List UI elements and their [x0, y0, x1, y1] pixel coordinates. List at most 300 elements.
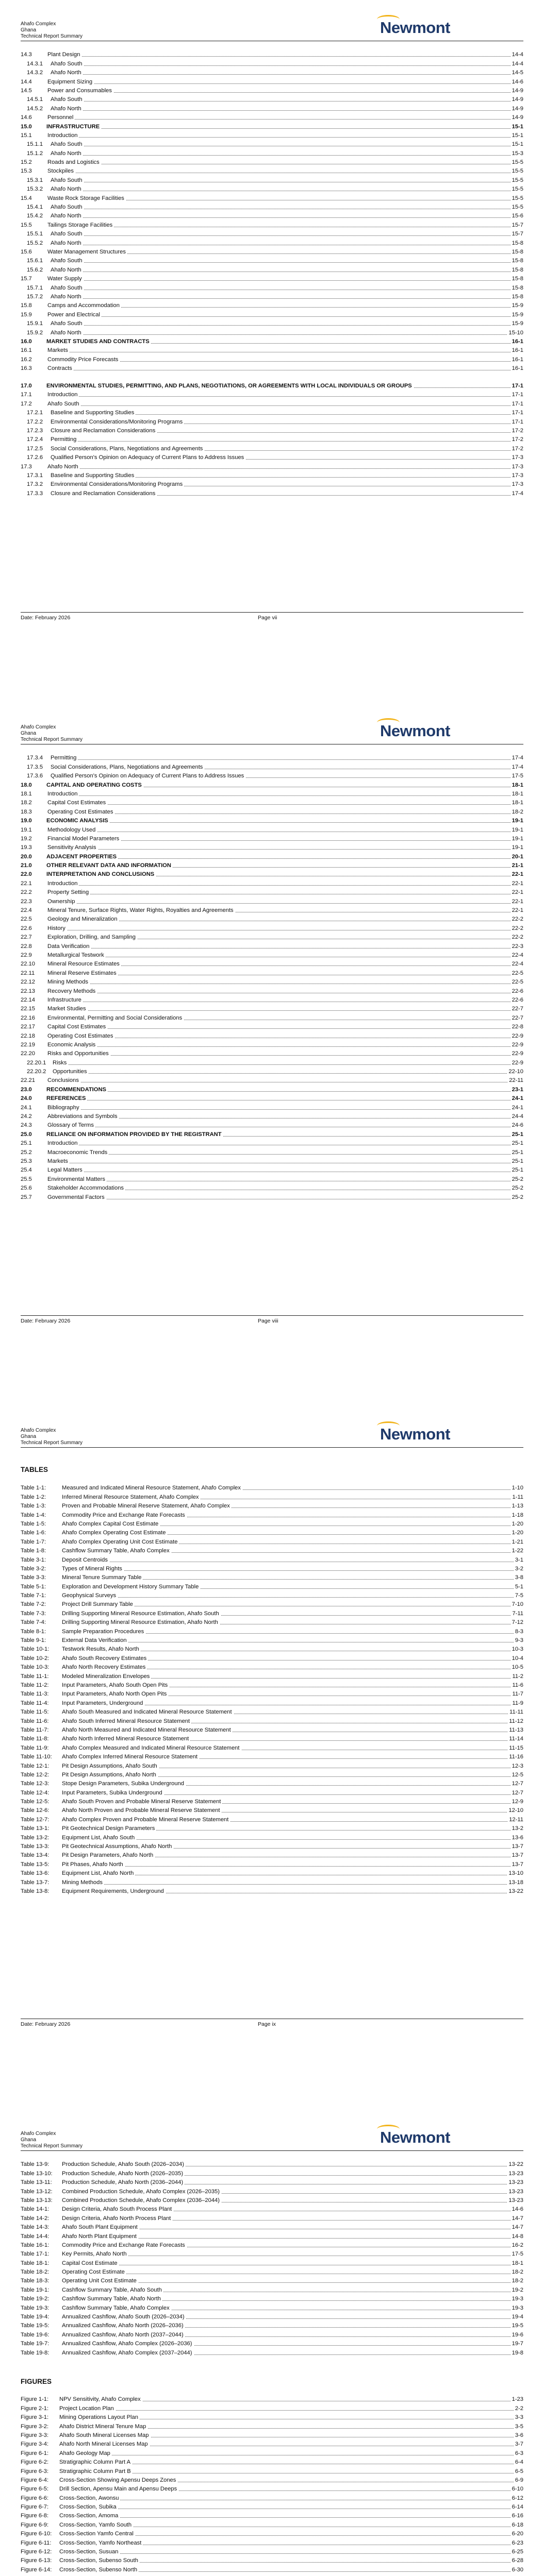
- toc-entry[interactable]: [21, 1519, 523, 1528]
- toc-entry[interactable]: [21, 426, 523, 434]
- toc-entry[interactable]: [21, 2159, 523, 2168]
- toc-entry[interactable]: [21, 2258, 523, 2266]
- toc-entry[interactable]: [21, 2537, 523, 2546]
- toc-entry[interactable]: [21, 488, 523, 497]
- entry-page: 15-5: [512, 177, 523, 183]
- toc-entry[interactable]: [21, 229, 523, 238]
- entry-title: [47, 961, 510, 968]
- entry-page: 12-9: [512, 1799, 523, 1805]
- entry-page: 10-3: [512, 1646, 523, 1653]
- toc-entry[interactable]: [21, 2484, 523, 2493]
- toc-entry[interactable]: [21, 1716, 523, 1724]
- toc-entry[interactable]: [21, 2284, 523, 2293]
- toc-entry[interactable]: [21, 1022, 523, 1030]
- entry-page: 12-11: [509, 1816, 523, 1823]
- toc-entry[interactable]: [21, 1742, 523, 1751]
- toc-entry[interactable]: [21, 282, 523, 291]
- toc-entry[interactable]: [21, 1554, 523, 1563]
- toc-entry[interactable]: [21, 869, 523, 878]
- entry-title: [46, 818, 510, 824]
- toc-entry[interactable]: [21, 479, 523, 488]
- toc-entry[interactable]: [21, 86, 523, 94]
- toc-entry[interactable]: [21, 1635, 523, 1644]
- toc-entry[interactable]: [21, 1501, 523, 1510]
- toc-entry[interactable]: [21, 1626, 523, 1635]
- toc-entry[interactable]: [21, 1030, 523, 1039]
- entry-page: 22-2: [512, 934, 523, 941]
- toc-entry[interactable]: [21, 2564, 523, 2573]
- entry-title-text: Personnel: [47, 114, 75, 121]
- toc-entry[interactable]: [21, 202, 523, 211]
- toc-entry[interactable]: [21, 1850, 523, 1859]
- entry-title-text: Camps and Accommodation: [47, 302, 121, 309]
- entry-title: [62, 1494, 510, 1501]
- entry-title: [59, 2459, 514, 2466]
- toc-entry[interactable]: [21, 950, 523, 959]
- entry-number: 25.3: [21, 1158, 32, 1164]
- toc-entry[interactable]: [21, 1040, 523, 1048]
- entry-number: Table 12-5:: [21, 1799, 50, 1805]
- toc-entry[interactable]: [21, 1093, 523, 1102]
- toc-entry[interactable]: [21, 1608, 523, 1617]
- toc-entry[interactable]: [21, 292, 523, 300]
- entry-number: Table 1-3:: [21, 1503, 46, 1510]
- entry-title: [47, 1167, 510, 1174]
- entry-number: Table 3-3:: [21, 1574, 46, 1581]
- entry-title-text: Environmental Considerations/Monitoring Programs: [51, 419, 184, 425]
- toc-entry[interactable]: [21, 986, 523, 994]
- toc-entry[interactable]: [21, 1536, 523, 1545]
- entry-number: 22.20: [21, 1050, 35, 1057]
- toc-entry[interactable]: [21, 148, 523, 157]
- toc-entry[interactable]: [21, 2240, 523, 2249]
- entry-number: Table 14-2:: [21, 2215, 50, 2222]
- toc-entry[interactable]: [21, 1877, 523, 1886]
- toc-entry[interactable]: [21, 256, 523, 264]
- entry-title-text: Commodity Price and Exchange Rate Forecasts: [62, 2242, 187, 2248]
- entry-number: 17.3.6: [27, 773, 43, 779]
- toc-entry[interactable]: [21, 2347, 523, 2356]
- entry-number: 15.1: [21, 132, 32, 139]
- entry-number: 14.3.2: [27, 70, 43, 76]
- toc-entry[interactable]: [21, 2394, 523, 2403]
- toc-entry[interactable]: [21, 1671, 523, 1680]
- toc-entry[interactable]: [21, 834, 523, 842]
- toc-entry[interactable]: [21, 2186, 523, 2195]
- toc-entry[interactable]: [21, 1581, 523, 1590]
- toc-entry[interactable]: [21, 58, 523, 67]
- toc-entry[interactable]: [21, 2466, 523, 2475]
- toc-entry[interactable]: [21, 2439, 523, 2448]
- entry-title-text: Ahafo North: [51, 70, 83, 76]
- toc-entry[interactable]: [21, 977, 523, 986]
- toc-entry[interactable]: [21, 1734, 523, 1742]
- toc-entry[interactable]: [21, 1165, 523, 1174]
- entry-title: [51, 419, 510, 426]
- toc-entry[interactable]: [21, 779, 523, 788]
- toc-entry[interactable]: [21, 1075, 523, 1084]
- toc-entry[interactable]: [21, 1528, 523, 1536]
- toc-entry[interactable]: [21, 2204, 523, 2213]
- toc-entry[interactable]: [21, 1752, 523, 1760]
- toc-entry[interactable]: [21, 2412, 523, 2421]
- toc-list: [21, 49, 523, 497]
- entry-page: 19-6: [512, 2331, 523, 2338]
- toc-entry[interactable]: [21, 157, 523, 166]
- entry-page: 6-4: [515, 2459, 523, 2466]
- toc-entry[interactable]: [21, 112, 523, 121]
- toc-entry[interactable]: [21, 2312, 523, 2320]
- entry-page: 6-5: [515, 2468, 523, 2475]
- entry-number: 17.2.6: [27, 454, 43, 461]
- toc-entry[interactable]: [21, 1138, 523, 1147]
- toc-entry[interactable]: [21, 1147, 523, 1156]
- entry-title: [46, 782, 510, 789]
- entry-title: [62, 2189, 507, 2195]
- toc-entry[interactable]: [21, 1183, 523, 1192]
- toc-entry[interactable]: [21, 2457, 523, 2466]
- toc-entry[interactable]: [21, 327, 523, 336]
- entry-title-text: Permitting: [51, 755, 78, 761]
- entry-number: Table 11-8:: [21, 1736, 49, 1742]
- toc-entry[interactable]: [21, 761, 523, 770]
- toc-entry[interactable]: [21, 2329, 523, 2338]
- entry-title: [51, 490, 510, 497]
- toc-entry[interactable]: [21, 2547, 523, 2555]
- toc-entry[interactable]: [21, 887, 523, 896]
- toc-entry[interactable]: [21, 1770, 523, 1778]
- toc-entry[interactable]: [21, 1004, 523, 1012]
- toc-entry[interactable]: [21, 1841, 523, 1850]
- toc-entry[interactable]: [21, 941, 523, 950]
- entry-title: [62, 1754, 507, 1760]
- toc-entry[interactable]: [21, 2573, 523, 2576]
- entry-page: 14-9: [512, 114, 523, 121]
- toc-entry[interactable]: [21, 2294, 523, 2302]
- entry-title: [47, 791, 510, 798]
- toc-entry[interactable]: [21, 434, 523, 443]
- toc-entry[interactable]: [21, 1192, 523, 1200]
- toc-entry[interactable]: [21, 2448, 523, 2456]
- entry-title-text: Mineral Tenure Summary Table: [62, 1574, 143, 1581]
- list-of-tables: [21, 2159, 523, 2357]
- toc-entry[interactable]: [21, 49, 523, 58]
- toc-entry[interactable]: [21, 914, 523, 923]
- toc-entry[interactable]: [21, 1707, 523, 1716]
- toc-entry[interactable]: [21, 1590, 523, 1599]
- toc-entry[interactable]: [21, 461, 523, 470]
- entry-page: 19-1: [512, 844, 523, 851]
- entry-title-text: Modeled Mineralization Envelopes: [62, 1673, 151, 1680]
- entry-title-text: Methodology Used: [47, 827, 97, 833]
- toc-entry[interactable]: [21, 219, 523, 228]
- toc-entry[interactable]: [21, 1129, 523, 1138]
- toc-entry[interactable]: [21, 372, 523, 389]
- toc-entry[interactable]: [21, 2475, 523, 2484]
- entry-title-text: Ahafo South Measured and Indicated Mineral Resource Statement: [62, 1709, 234, 1715]
- toc-entry[interactable]: [21, 2222, 523, 2231]
- toc-entry[interactable]: [21, 1102, 523, 1111]
- toc-entry[interactable]: [21, 274, 523, 282]
- entry-number: 17.0: [21, 383, 32, 389]
- toc-entry[interactable]: [21, 1814, 523, 1823]
- toc-entry[interactable]: [21, 878, 523, 887]
- toc-entry[interactable]: [21, 309, 523, 318]
- toc-entry[interactable]: [21, 968, 523, 976]
- toc-entry[interactable]: [21, 2249, 523, 2258]
- entry-title-text: Mineral Tenure, Surface Rights, Water Rights, Royalties and Agreements: [47, 907, 235, 913]
- entry-number: 15.5: [21, 222, 32, 228]
- toc-entry[interactable]: [21, 94, 523, 103]
- toc-entry[interactable]: [21, 2338, 523, 2347]
- entry-number: 15.9: [21, 311, 32, 318]
- toc-entry[interactable]: [21, 2403, 523, 2412]
- entry-page: 13-2: [512, 1825, 523, 1832]
- entry-number: 25.5: [21, 1176, 32, 1182]
- entry-page: 15-8: [512, 266, 523, 273]
- entry-title-text: Legal Matters: [47, 1167, 84, 1173]
- toc-entry[interactable]: [21, 806, 523, 815]
- entry-title: [62, 2350, 510, 2357]
- toc-entry[interactable]: [21, 300, 523, 309]
- toc-entry[interactable]: [21, 816, 523, 824]
- toc-entry[interactable]: [21, 1662, 523, 1671]
- toc-entry[interactable]: [21, 923, 523, 931]
- toc-entry[interactable]: [21, 860, 523, 869]
- toc-entry[interactable]: [21, 1778, 523, 1787]
- entry-title-text: Production Schedule, Ahafo South (2026–2034): [62, 2161, 186, 2167]
- toc-entry[interactable]: [21, 130, 523, 139]
- toc-entry[interactable]: [21, 1823, 523, 1832]
- toc-entry[interactable]: [21, 959, 523, 968]
- entry-number: 14.4: [21, 78, 32, 85]
- entry-number: Table 13-6:: [21, 1870, 50, 1877]
- toc-entry[interactable]: [21, 1546, 523, 1554]
- entry-number: Table 13-2:: [21, 1834, 50, 1841]
- toc-entry[interactable]: [21, 336, 523, 345]
- entry-page: 6-16: [512, 2513, 523, 2519]
- toc-entry[interactable]: [21, 2529, 523, 2537]
- toc-entry[interactable]: [21, 67, 523, 76]
- toc-entry[interactable]: [21, 1564, 523, 1572]
- toc-entry[interactable]: [21, 2430, 523, 2439]
- toc-entry[interactable]: [21, 2267, 523, 2276]
- entry-title-text: Ahafo South: [51, 320, 84, 327]
- entry-number: 17.2.3: [27, 428, 43, 434]
- toc-entry[interactable]: [21, 211, 523, 219]
- toc-entry[interactable]: [21, 1057, 523, 1066]
- toc-entry[interactable]: [21, 184, 523, 193]
- toc-entry[interactable]: [21, 1644, 523, 1653]
- entry-title: [47, 1140, 510, 1147]
- entry-title: [62, 2314, 510, 2320]
- toc-entry[interactable]: [21, 398, 523, 407]
- toc-entry[interactable]: [21, 753, 523, 761]
- toc-entry[interactable]: [21, 2421, 523, 2430]
- toc-entry[interactable]: [21, 1886, 523, 1895]
- entry-title-text: CAPITAL AND OPERATING COSTS: [46, 782, 143, 788]
- toc-entry[interactable]: [21, 2302, 523, 2311]
- entry-title: [62, 2197, 507, 2204]
- entry-page: 17-2: [512, 428, 523, 434]
- toc-entry[interactable]: [21, 470, 523, 479]
- entry-page: 22-5: [512, 979, 523, 986]
- toc-entry[interactable]: [21, 1832, 523, 1841]
- toc-entry[interactable]: [21, 1510, 523, 1518]
- entry-page: 22-7: [512, 1006, 523, 1012]
- toc-entry[interactable]: [21, 121, 523, 130]
- entry-title-text: Proven and Probable Mineral Reserve Statement, Ahafo Complex: [62, 1503, 232, 1509]
- toc-entry[interactable]: [21, 1797, 523, 1805]
- toc-entry[interactable]: [21, 1483, 523, 1492]
- toc-entry[interactable]: [21, 238, 523, 246]
- toc-entry[interactable]: [21, 1689, 523, 1698]
- toc-entry[interactable]: [21, 1572, 523, 1581]
- toc-entry[interactable]: [21, 995, 523, 1004]
- toc-entry[interactable]: [21, 389, 523, 398]
- toc-entry[interactable]: [21, 452, 523, 461]
- entry-page: 19-5: [512, 2323, 523, 2329]
- entry-title: [62, 2206, 510, 2213]
- entry-page: 22-1: [512, 898, 523, 905]
- entry-number: 25.6: [21, 1185, 32, 1192]
- toc-entry[interactable]: [21, 932, 523, 941]
- toc-entry[interactable]: [21, 408, 523, 416]
- entry-page: 17-5: [512, 773, 523, 779]
- toc-entry[interactable]: [21, 1680, 523, 1689]
- toc-entry[interactable]: [21, 905, 523, 914]
- entry-title-text: Introduction: [47, 392, 79, 398]
- toc-entry[interactable]: [21, 193, 523, 201]
- entry-title: [62, 1530, 510, 1536]
- toc-entry[interactable]: [21, 1859, 523, 1868]
- toc-entry[interactable]: [21, 175, 523, 183]
- toc-entry[interactable]: [21, 2168, 523, 2177]
- entry-title: [62, 1682, 510, 1689]
- toc-entry[interactable]: [21, 264, 523, 273]
- toc-entry[interactable]: [21, 1653, 523, 1662]
- toc-entry[interactable]: [21, 789, 523, 798]
- toc-entry[interactable]: [21, 2555, 523, 2564]
- toc-entry[interactable]: [21, 798, 523, 806]
- toc-entry[interactable]: [21, 166, 523, 175]
- toc-entry[interactable]: [21, 1012, 523, 1021]
- toc-entry[interactable]: [21, 1725, 523, 1734]
- toc-entry[interactable]: [21, 1492, 523, 1500]
- toc-entry[interactable]: [21, 1868, 523, 1877]
- toc-entry[interactable]: [21, 771, 523, 779]
- toc-entry[interactable]: [21, 1156, 523, 1165]
- entry-title: [47, 159, 510, 166]
- entry-title-text: Deposit Centroids: [62, 1557, 109, 1563]
- entry-number: 15.1.2: [27, 150, 43, 157]
- entry-title: [47, 1113, 510, 1120]
- entry-title-text: Operating Cost Estimates: [47, 1033, 114, 1039]
- toc-entry[interactable]: [21, 896, 523, 905]
- toc-entry[interactable]: [21, 1599, 523, 1608]
- toc-entry[interactable]: [21, 842, 523, 851]
- entry-title-text: Annualized Cashflow, Ahafo North (2026–2036): [62, 2323, 185, 2329]
- entry-number: 15.5.2: [27, 240, 43, 246]
- toc-entry[interactable]: [21, 2231, 523, 2240]
- toc-entry[interactable]: [21, 851, 523, 860]
- entry-title-text: Cross-Section, Subika: [59, 2504, 118, 2510]
- toc-entry[interactable]: [21, 1111, 523, 1120]
- toc-entry[interactable]: [21, 2276, 523, 2284]
- entry-title-text: Production Schedule, Ahafo North (2036–2044): [62, 2179, 185, 2185]
- entry-number: Table 19-5:: [21, 2323, 50, 2329]
- toc-entry[interactable]: [21, 2519, 523, 2528]
- entry-page: 8-3: [515, 1628, 523, 1635]
- toc-entry[interactable]: [21, 363, 523, 372]
- entry-number: Table 19-2:: [21, 2296, 50, 2302]
- entry-title-text: Ahafo South Proven and Probable Mineral Reserve Statement: [62, 1799, 222, 1805]
- toc-entry[interactable]: [21, 1805, 523, 1814]
- toc-entry[interactable]: [21, 1698, 523, 1706]
- toc-entry[interactable]: [21, 1787, 523, 1796]
- entry-title: [62, 2224, 510, 2231]
- entry-number: Table 13-10:: [21, 2170, 53, 2177]
- entry-page: 22-9: [512, 1041, 523, 1048]
- toc-entry[interactable]: [21, 1048, 523, 1057]
- toc-entry[interactable]: [21, 1760, 523, 1769]
- entry-number: Table 16-1:: [21, 2242, 50, 2248]
- footer-page-number: Page viii: [258, 1318, 278, 1324]
- entry-title: [47, 347, 510, 354]
- entry-number: 15.6.2: [27, 266, 43, 273]
- toc-entry[interactable]: [21, 416, 523, 425]
- toc-entry[interactable]: [21, 354, 523, 363]
- entry-page: 17-3: [512, 481, 523, 488]
- toc-entry[interactable]: [21, 318, 523, 327]
- toc-entry[interactable]: [21, 247, 523, 256]
- entry-number: 25.2: [21, 1149, 32, 1156]
- entry-page: 14-7: [512, 2215, 523, 2222]
- toc-entry[interactable]: [21, 76, 523, 85]
- toc-entry[interactable]: [21, 1066, 523, 1075]
- entry-page: 22-1: [512, 871, 523, 878]
- toc-entry[interactable]: [21, 443, 523, 452]
- toc-entry[interactable]: [21, 1174, 523, 1182]
- entry-title-text: ECONOMIC ANALYSIS: [46, 818, 110, 824]
- entry-page: 3-8: [515, 1574, 523, 1581]
- toc-entry[interactable]: [21, 2493, 523, 2501]
- entry-page: 7-10: [512, 1601, 523, 1608]
- entry-number: Table 19-6:: [21, 2331, 50, 2338]
- toc-entry[interactable]: [21, 2195, 523, 2204]
- toc-entry[interactable]: [21, 139, 523, 148]
- toc-entry[interactable]: [21, 1120, 523, 1129]
- entry-title: [51, 454, 510, 461]
- toc-entry[interactable]: [21, 1617, 523, 1626]
- entry-title-text: Cross-Section, Subenso North: [59, 2567, 139, 2573]
- toc-entry[interactable]: [21, 824, 523, 833]
- entry-title-text: REFERENCES: [46, 1095, 87, 1101]
- toc-entry[interactable]: [21, 2177, 523, 2186]
- toc-entry[interactable]: [21, 2502, 523, 2511]
- entry-title-text: Property Setting: [47, 889, 90, 895]
- entry-title-text: Introduction: [47, 132, 79, 139]
- toc-entry[interactable]: [21, 2511, 523, 2519]
- entry-page: 14-6: [512, 2206, 523, 2213]
- entry-title-text: Financial Model Parameters: [47, 836, 121, 842]
- toc-entry[interactable]: [21, 345, 523, 354]
- entry-title: [51, 472, 510, 479]
- toc-entry[interactable]: [21, 2213, 523, 2222]
- toc-entry[interactable]: [21, 2320, 523, 2329]
- toc-entry[interactable]: [21, 1084, 523, 1093]
- toc-entry[interactable]: [21, 103, 523, 112]
